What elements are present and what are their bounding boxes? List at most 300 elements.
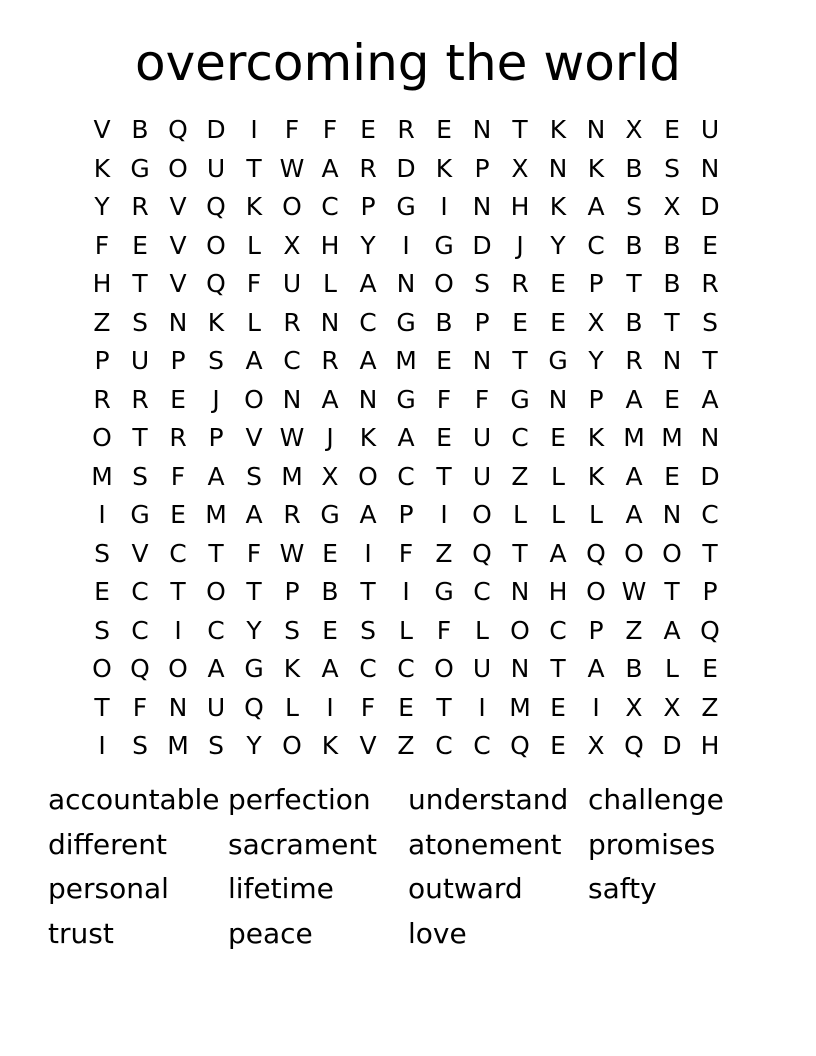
grid-letter: O (624, 538, 644, 568)
grid-letter: Q (244, 692, 264, 722)
grid-row (83, 381, 729, 420)
grid-letter: N (548, 384, 568, 414)
grid-letter: S (246, 461, 262, 491)
grid-letter: R (359, 153, 377, 183)
grid-letter: A (663, 615, 681, 645)
grid-letter: Z (397, 731, 415, 761)
grid-letter: M (167, 731, 189, 761)
grid-letter: O (586, 577, 606, 607)
grid-letter: L (551, 461, 565, 491)
grid-letter: M (509, 692, 531, 722)
grid-letter: T (664, 307, 680, 337)
grid-letter: L (589, 500, 603, 530)
grid-letter: O (282, 192, 302, 222)
grid-letter: Q (586, 538, 606, 568)
grid-letter: T (512, 538, 528, 568)
grid-letter: F (474, 384, 490, 414)
grid-letter: C (397, 461, 415, 491)
grid-row (83, 727, 729, 766)
grid-letter: P (94, 346, 110, 376)
grid-letter: M (281, 461, 303, 491)
grid-letter: B (663, 230, 681, 260)
grid-letter: J (516, 230, 524, 260)
grid-row (83, 689, 729, 728)
grid-letter: O (206, 577, 226, 607)
grid-letter: A (397, 423, 415, 453)
grid-letter: N (662, 500, 682, 530)
grid-letter: J (212, 384, 220, 414)
grid-letter: M (205, 500, 227, 530)
word-list-item: outward (408, 872, 523, 905)
grid-letter: X (587, 731, 605, 761)
grid-letter: B (663, 269, 681, 299)
grid-letter: I (98, 500, 106, 530)
grid-letter: R (321, 346, 339, 376)
grid-letter: I (592, 692, 600, 722)
grid-letter: K (359, 423, 377, 453)
grid-letter: I (98, 731, 106, 761)
grid-letter: I (364, 538, 372, 568)
grid-letter: K (207, 307, 225, 337)
word-list-item: perfection (228, 783, 371, 816)
grid-letter: V (169, 269, 187, 299)
grid-letter: T (246, 577, 262, 607)
grid-letter: Q (472, 538, 492, 568)
grid-letter: P (398, 500, 414, 530)
word-list-item: peace (228, 916, 313, 950)
grid-letter: P (170, 346, 186, 376)
grid-letter: G (320, 500, 340, 530)
grid-letter: X (321, 461, 339, 491)
grid-letter: D (700, 461, 720, 491)
grid-letter: E (360, 115, 376, 145)
grid-letter: H (92, 269, 112, 299)
grid-row (83, 650, 729, 689)
grid-letter: S (626, 192, 642, 222)
grid-letter: A (245, 346, 263, 376)
grid-letter: G (434, 230, 454, 260)
grid-letter: K (587, 423, 605, 453)
grid-letter: I (440, 192, 448, 222)
grid-letter: F (360, 692, 376, 722)
grid-letter: Q (700, 615, 720, 645)
grid-letter: C (701, 500, 719, 530)
grid-row (83, 227, 729, 266)
grid-letter: E (436, 346, 452, 376)
grid-letter: E (550, 692, 566, 722)
grid-letter: C (511, 423, 529, 453)
grid-letter: E (702, 654, 718, 684)
grid-letter: O (244, 384, 264, 414)
grid-letter: G (510, 384, 530, 414)
grid-letter: R (131, 384, 149, 414)
grid-letter: S (208, 731, 224, 761)
grid-letter: T (512, 115, 528, 145)
grid-letter: T (512, 346, 528, 376)
grid-letter: E (664, 115, 680, 145)
grid-letter: K (93, 153, 111, 183)
word-list-item: challenge (588, 783, 724, 816)
grid-row (83, 304, 729, 343)
grid-letter: G (396, 192, 416, 222)
grid-letter: Q (168, 115, 188, 145)
grid-letter: O (662, 538, 682, 568)
grid-letter: V (359, 731, 377, 761)
grid-letter: X (587, 307, 605, 337)
grid-letter: S (208, 346, 224, 376)
word-list-item: understand (408, 783, 569, 816)
grid-letter: Z (701, 692, 719, 722)
grid-letter: B (625, 153, 643, 183)
grid-letter: E (436, 115, 452, 145)
grid-row (83, 150, 729, 189)
grid-row (83, 573, 729, 612)
grid-letter: R (93, 384, 111, 414)
grid-letter: U (472, 461, 492, 491)
grid-letter: N (168, 307, 188, 337)
grid-letter: N (396, 269, 416, 299)
grid-letter: E (322, 538, 338, 568)
grid-letter: A (321, 654, 339, 684)
grid-letter: T (170, 577, 186, 607)
grid-letter: I (402, 230, 410, 260)
grid-letter: S (702, 307, 718, 337)
grid-letter: Z (435, 538, 453, 568)
grid-letter: T (702, 538, 718, 568)
grid-letter: N (662, 346, 682, 376)
grid-letter: C (473, 731, 491, 761)
grid-letter: G (396, 384, 416, 414)
grid-letter: P (474, 307, 490, 337)
grid-letter: H (548, 577, 568, 607)
grid-letter: L (551, 500, 565, 530)
grid-letter: A (207, 461, 225, 491)
grid-letter: F (436, 384, 452, 414)
grid-letter: A (549, 538, 567, 568)
grid-letter: A (587, 654, 605, 684)
grid-letter: T (436, 461, 452, 491)
grid-letter: C (587, 230, 605, 260)
grid-letter: J (326, 423, 334, 453)
grid-letter: G (396, 307, 416, 337)
grid-letter: P (588, 384, 604, 414)
grid-letter: A (625, 461, 643, 491)
grid-letter: B (321, 577, 339, 607)
word-list-item: love (408, 916, 467, 950)
grid-letter: N (282, 384, 302, 414)
grid-letter: E (550, 423, 566, 453)
grid-letter: N (586, 115, 606, 145)
grid-row (83, 188, 729, 227)
grid-letter: A (359, 269, 377, 299)
grid-letter: E (702, 230, 718, 260)
grid-letter: X (511, 153, 529, 183)
grid-letter: U (472, 654, 492, 684)
grid-letter: E (550, 731, 566, 761)
grid-letter: X (625, 692, 643, 722)
grid-letter: O (434, 654, 454, 684)
word-list-item: different (48, 827, 167, 861)
word-list-item: trust (48, 916, 114, 950)
grid-letter: G (130, 500, 150, 530)
word-list-item: personal (48, 872, 169, 905)
grid-letter: S (132, 307, 148, 337)
grid-letter: T (132, 423, 148, 453)
grid-letter: T (360, 577, 376, 607)
grid-letter: R (397, 115, 415, 145)
grid-letter: L (285, 692, 299, 722)
grid-letter: P (284, 577, 300, 607)
grid-letter: F (170, 461, 186, 491)
grid-letter: D (700, 192, 720, 222)
grid-letter: K (549, 115, 567, 145)
grid-row (83, 612, 729, 651)
grid-letter: B (625, 654, 643, 684)
grid-letter: A (625, 384, 643, 414)
grid-letter: R (283, 307, 301, 337)
grid-letter: F (132, 692, 148, 722)
grid-letter: M (661, 423, 683, 453)
grid-letter: R (169, 423, 187, 453)
grid-letter: U (130, 346, 150, 376)
grid-letter: H (510, 192, 530, 222)
grid-letter: S (132, 461, 148, 491)
grid-letter: A (587, 192, 605, 222)
grid-row (83, 535, 729, 574)
grid-letter: A (359, 500, 377, 530)
grid-letter: I (174, 615, 182, 645)
grid-letter: N (320, 307, 340, 337)
grid-letter: A (245, 500, 263, 530)
grid-letter: C (169, 538, 187, 568)
grid-letter: N (548, 153, 568, 183)
grid-letter: O (168, 153, 188, 183)
grid-letter: O (168, 654, 188, 684)
grid-letter: R (283, 500, 301, 530)
grid-letter: F (246, 269, 262, 299)
word-list-item: safty (588, 872, 657, 905)
grid-letter: B (625, 230, 643, 260)
grid-letter: F (284, 115, 300, 145)
grid-letter: W (621, 577, 647, 607)
grid-letter: E (550, 307, 566, 337)
grid-letter: C (397, 654, 415, 684)
grid-letter: Q (206, 269, 226, 299)
grid-letter: F (322, 115, 338, 145)
grid-letter: C (435, 731, 453, 761)
grid-letter: A (207, 654, 225, 684)
grid-letter: L (247, 307, 261, 337)
grid-letter: E (550, 269, 566, 299)
word-list-item: promises (588, 827, 716, 861)
grid-row (83, 458, 729, 497)
grid-letter: C (207, 615, 225, 645)
grid-letter: R (625, 346, 643, 376)
grid-letter: S (360, 615, 376, 645)
grid-letter: F (246, 538, 262, 568)
grid-letter: U (206, 153, 226, 183)
grid-letter: E (436, 423, 452, 453)
grid-letter: B (131, 115, 149, 145)
grid-letter: Y (360, 230, 376, 260)
grid-letter: P (360, 192, 376, 222)
grid-letter: M (91, 461, 113, 491)
grid-letter: O (92, 654, 112, 684)
grid-letter: G (244, 654, 264, 684)
grid-letter: Z (511, 461, 529, 491)
grid-letter: N (472, 115, 492, 145)
grid-letter: Y (550, 230, 566, 260)
grid-letter: T (132, 269, 148, 299)
grid-letter: V (131, 538, 149, 568)
word-list-item: lifetime (228, 872, 334, 905)
grid-letter: Y (94, 192, 110, 222)
grid-letter: K (321, 731, 339, 761)
grid-letter: T (208, 538, 224, 568)
grid-letter: A (625, 500, 643, 530)
grid-letter: C (359, 654, 377, 684)
grid-letter: P (208, 423, 224, 453)
grid-letter: S (284, 615, 300, 645)
grid-letter: K (587, 461, 605, 491)
grid-letter: O (358, 461, 378, 491)
grid-letter: S (664, 153, 680, 183)
grid-letter: S (474, 269, 490, 299)
grid-letter: T (94, 692, 110, 722)
grid-letter: N (700, 153, 720, 183)
grid-letter: T (550, 654, 566, 684)
grid-letter: P (588, 615, 604, 645)
grid-letter: D (472, 230, 492, 260)
grid-letter: O (472, 500, 492, 530)
grid-letter: N (472, 346, 492, 376)
grid-letter: S (94, 538, 110, 568)
letter-grid (83, 111, 729, 766)
grid-letter: Q (130, 654, 150, 684)
grid-letter: T (702, 346, 718, 376)
grid-letter: O (282, 731, 302, 761)
word-bank (48, 780, 768, 958)
grid-letter: G (130, 153, 150, 183)
grid-letter: K (435, 153, 453, 183)
grid-letter: O (510, 615, 530, 645)
grid-letter: B (625, 307, 643, 337)
grid-letter: N (472, 192, 492, 222)
grid-letter: I (326, 692, 334, 722)
grid-letter: T (436, 692, 452, 722)
grid-letter: Q (624, 731, 644, 761)
grid-letter: Y (246, 615, 262, 645)
grid-letter: C (473, 577, 491, 607)
grid-letter: X (663, 692, 681, 722)
grid-letter: V (93, 115, 111, 145)
grid-letter: I (402, 577, 410, 607)
grid-letter: V (169, 230, 187, 260)
grid-letter: T (246, 153, 262, 183)
grid-letter: A (321, 384, 339, 414)
grid-row (83, 496, 729, 535)
grid-row (83, 265, 729, 304)
grid-letter: W (279, 153, 305, 183)
grid-letter: V (245, 423, 263, 453)
grid-letter: M (623, 423, 645, 453)
grid-letter: A (359, 346, 377, 376)
grid-letter: S (132, 731, 148, 761)
grid-letter: N (510, 577, 530, 607)
grid-letter: B (435, 307, 453, 337)
grid-letter: E (512, 307, 528, 337)
grid-letter: N (510, 654, 530, 684)
grid-letter: M (395, 346, 417, 376)
grid-letter: E (170, 384, 186, 414)
grid-letter: T (664, 577, 680, 607)
grid-letter: G (548, 346, 568, 376)
grid-letter: Z (93, 307, 111, 337)
grid-letter: I (250, 115, 258, 145)
grid-letter: Q (510, 731, 530, 761)
grid-letter: O (206, 230, 226, 260)
grid-letter: K (245, 192, 263, 222)
grid-letter: F (94, 230, 110, 260)
grid-letter: V (169, 192, 187, 222)
grid-letter: G (434, 577, 454, 607)
grid-letter: R (511, 269, 529, 299)
grid-letter: L (513, 500, 527, 530)
grid-letter: X (625, 115, 643, 145)
grid-letter: U (700, 115, 720, 145)
grid-letter: N (358, 384, 378, 414)
puzzle-title: overcoming the world (134, 34, 682, 92)
grid-letter: O (434, 269, 454, 299)
grid-letter: H (320, 230, 340, 260)
grid-letter: E (94, 577, 110, 607)
grid-letter: E (322, 615, 338, 645)
grid-row (83, 419, 729, 458)
grid-letter: C (549, 615, 567, 645)
grid-letter: O (92, 423, 112, 453)
grid-letter: W (279, 538, 305, 568)
grid-letter: E (664, 384, 680, 414)
grid-letter: E (398, 692, 414, 722)
grid-letter: I (478, 692, 486, 722)
grid-letter: U (206, 692, 226, 722)
grid-letter: C (321, 192, 339, 222)
grid-row (83, 111, 729, 150)
grid-letter: A (701, 384, 719, 414)
grid-letter: X (283, 230, 301, 260)
grid-letter: Y (588, 346, 604, 376)
word-list-item: atonement (408, 827, 562, 861)
grid-letter: D (206, 115, 226, 145)
grid-letter: N (168, 692, 188, 722)
grid-letter: Z (625, 615, 643, 645)
grid-letter: D (396, 153, 416, 183)
grid-letter: D (662, 731, 682, 761)
grid-letter: K (549, 192, 567, 222)
grid-letter: T (626, 269, 642, 299)
grid-letter: E (170, 500, 186, 530)
grid-letter: N (700, 423, 720, 453)
grid-letter: L (665, 654, 679, 684)
grid-row (83, 342, 729, 381)
grid-letter: A (321, 153, 339, 183)
word-list-item: sacrament (228, 827, 378, 861)
grid-letter: Y (246, 731, 262, 761)
grid-letter: C (131, 577, 149, 607)
grid-letter: S (94, 615, 110, 645)
grid-letter: X (663, 192, 681, 222)
grid-letter: H (700, 731, 720, 761)
